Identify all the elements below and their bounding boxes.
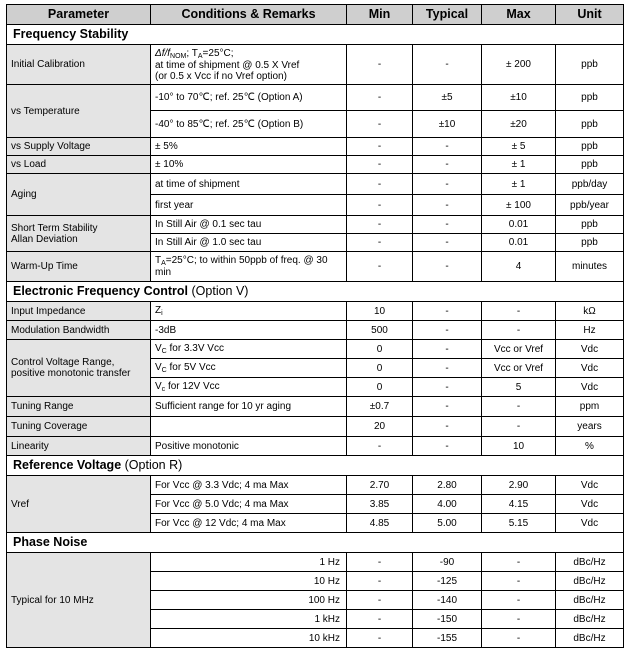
unit-value: Vdc — [556, 378, 624, 397]
param-input-impedance: Input Impedance — [7, 302, 151, 321]
typ-value: - — [413, 359, 482, 378]
param-control-voltage-range: Control Voltage Range, positive monotonic transfer — [7, 340, 151, 397]
min-value: - — [347, 138, 413, 156]
min-value: 0 — [347, 359, 413, 378]
param-linearity: Linearity — [7, 437, 151, 456]
offset-value: 100 Hz — [151, 591, 347, 610]
min-value: - — [347, 216, 413, 234]
unit-value: dBc/Hz — [556, 572, 624, 591]
cond-value: In Still Air @ 1.0 sec tau — [151, 234, 347, 252]
unit-value: Vdc — [556, 514, 624, 533]
cond-value: at time of shipment — [151, 174, 347, 195]
section-frequency-stability — [7, 25, 624, 45]
param-tuning-coverage: Tuning Coverage — [7, 417, 151, 437]
max-value: 2.90 — [482, 476, 556, 495]
cond-value: -10° to 70℃; ref. 25℃ (Option A) — [151, 85, 347, 111]
header-parameter: Parameter — [7, 5, 151, 25]
unit-value: ppb/day — [556, 174, 624, 195]
table-row — [7, 174, 624, 195]
typ-value: - — [413, 156, 482, 174]
typ-value: - — [413, 174, 482, 195]
offset-value: 1 kHz — [151, 610, 347, 629]
unit-value: Vdc — [556, 495, 624, 514]
typ-value: -125 — [413, 572, 482, 591]
unit-value: Vdc — [556, 476, 624, 495]
cond-value: $V_c$ for 12V Vcc — [151, 378, 347, 397]
typ-value: ±5 — [413, 85, 482, 111]
unit-value: ppb — [556, 111, 624, 138]
min-value: 0 — [347, 340, 413, 359]
cond-value: For Vcc @ 5.0 Vdc; 4 ma Max — [151, 495, 347, 514]
section-reference-voltage — [7, 456, 624, 476]
max-value: ±10 — [482, 85, 556, 111]
param-modulation-bandwidth: Modulation Bandwidth — [7, 321, 151, 340]
cond-value: For Vcc @ 3.3 Vdc; 4 ma Max — [151, 476, 347, 495]
typ-value: -150 — [413, 610, 482, 629]
max-value: 10 — [482, 437, 556, 456]
table-row — [7, 321, 624, 340]
typ-value: - — [413, 340, 482, 359]
section-title: Reference Voltage — [13, 458, 122, 472]
unit-value: years — [556, 417, 624, 437]
cond-value: first year — [151, 195, 347, 216]
min-value: - — [347, 195, 413, 216]
typ-value: 2.80 — [413, 476, 482, 495]
cond-initial-calibration: $\Delta f/f_{NOM}$; $T_A=25^\circ C$; at time of shipment @ 0.5 X Vref (or 0.5 x Vcc if no Vref option) — [151, 45, 347, 85]
typ-value: - — [413, 45, 482, 85]
section-title: Phase Noise — [13, 535, 88, 549]
header-max: Max — [482, 5, 556, 25]
header-conditions: Conditions & Remarks — [151, 5, 347, 25]
table-row — [7, 340, 624, 359]
param-vref: Vref — [7, 476, 151, 533]
max-value: 4 — [482, 252, 556, 282]
max-value: 5.15 — [482, 514, 556, 533]
cond-value — [151, 417, 347, 437]
max-value: - — [482, 397, 556, 417]
min-value: 2.70 — [347, 476, 413, 495]
unit-value: ppb — [556, 216, 624, 234]
max-value: 5 — [482, 378, 556, 397]
unit-value: dBc/Hz — [556, 591, 624, 610]
min-value: - — [347, 553, 413, 572]
min-value: - — [347, 252, 413, 282]
min-value: - — [347, 610, 413, 629]
param-short-term-stability: Short Term Stability Allan Deviation — [7, 216, 151, 252]
unit-value: ppb — [556, 234, 624, 252]
typ-value: - — [413, 417, 482, 437]
table-row — [7, 397, 624, 417]
max-value: - — [482, 417, 556, 437]
param-initial-calibration: Initial Calibration — [7, 45, 151, 85]
param-tuning-range: Tuning Range — [7, 397, 151, 417]
min-value: - — [347, 45, 413, 85]
header-typical: Typical — [413, 5, 482, 25]
section-subtitle: (Option V) — [188, 284, 249, 298]
unit-value: minutes — [556, 252, 624, 282]
typ-value: - — [413, 195, 482, 216]
cond-value: ± 10% — [151, 156, 347, 174]
unit-value: dBc/Hz — [556, 610, 624, 629]
param-vs-temperature: vs Temperature — [7, 85, 151, 138]
section-title: Electronic Frequency Control — [13, 284, 189, 298]
unit-value: % — [556, 437, 624, 456]
offset-value: 10 Hz — [151, 572, 347, 591]
table-row — [7, 302, 624, 321]
cond-input-impedance: $Z_i$ — [151, 302, 347, 321]
typ-value: - — [413, 302, 482, 321]
typ-value: -140 — [413, 591, 482, 610]
max-value: - — [482, 553, 556, 572]
typ-value: - — [413, 234, 482, 252]
typ-value: -90 — [413, 553, 482, 572]
cond-value: $V_C$ for 3.3V Vcc — [151, 340, 347, 359]
cond-value: -3dB — [151, 321, 347, 340]
typ-value: - — [413, 321, 482, 340]
min-value: 10 — [347, 302, 413, 321]
unit-value: dBc/Hz — [556, 553, 624, 572]
unit-value: Vdc — [556, 340, 624, 359]
cond-value: For Vcc @ 12 Vdc; 4 ma Max — [151, 514, 347, 533]
table-row — [7, 437, 624, 456]
unit-value: kΩ — [556, 302, 624, 321]
min-value: 0 — [347, 378, 413, 397]
unit-value: ppb — [556, 45, 624, 85]
unit-value: ppb — [556, 156, 624, 174]
min-value: - — [347, 572, 413, 591]
min-value: - — [347, 629, 413, 648]
typ-value: - — [413, 378, 482, 397]
unit-value: dBc/Hz — [556, 629, 624, 648]
table-row — [7, 85, 624, 111]
offset-value: 10 kHz — [151, 629, 347, 648]
typ-value: - — [413, 138, 482, 156]
table-row — [7, 417, 624, 437]
cond-value: Positive monotonic — [151, 437, 347, 456]
table-row — [7, 252, 624, 282]
cond-value: In Still Air @ 0.1 sec tau — [151, 216, 347, 234]
min-value: - — [347, 437, 413, 456]
min-value: ±0.7 — [347, 397, 413, 417]
unit-value: Hz — [556, 321, 624, 340]
typ-value: 4.00 — [413, 495, 482, 514]
min-value: - — [347, 156, 413, 174]
max-value: 0.01 — [482, 234, 556, 252]
table-row — [7, 156, 624, 174]
max-value: ±20 — [482, 111, 556, 138]
param-vs-supply-voltage: vs Supply Voltage — [7, 138, 151, 156]
param-vs-load: vs Load — [7, 156, 151, 174]
max-value: - — [482, 302, 556, 321]
param-aging: Aging — [7, 174, 151, 216]
table-header-row — [7, 5, 624, 25]
unit-value: ppb — [556, 138, 624, 156]
max-value: Vcc or Vref — [482, 340, 556, 359]
min-value: 500 — [347, 321, 413, 340]
min-value: 3.85 — [347, 495, 413, 514]
max-value: ± 200 — [482, 45, 556, 85]
max-value: ± 100 — [482, 195, 556, 216]
typ-value: - — [413, 397, 482, 417]
min-value: - — [347, 591, 413, 610]
section-electronic-frequency-control — [7, 282, 624, 302]
min-value: 4.85 — [347, 514, 413, 533]
unit-value: ppm — [556, 397, 624, 417]
min-value: - — [347, 234, 413, 252]
max-value: - — [482, 321, 556, 340]
min-value: - — [347, 85, 413, 111]
max-value: - — [482, 572, 556, 591]
max-value: ± 1 — [482, 174, 556, 195]
cond-value: Sufficient range for 10 yr aging — [151, 397, 347, 417]
typ-value: ±10 — [413, 111, 482, 138]
typ-value: -155 — [413, 629, 482, 648]
header-min: Min — [347, 5, 413, 25]
cond-value: ± 5% — [151, 138, 347, 156]
max-value: ± 1 — [482, 156, 556, 174]
table-row — [7, 553, 624, 572]
cond-warm-up: $T_A=25^\circ C$; to within 50ppb of freq. @ 30 min — [151, 252, 347, 282]
typ-value: - — [413, 216, 482, 234]
typ-value: - — [413, 437, 482, 456]
unit-value: ppb/year — [556, 195, 624, 216]
min-value: - — [347, 111, 413, 138]
max-value: 0.01 — [482, 216, 556, 234]
table-row — [7, 476, 624, 495]
param-typical-10mhz: Typical for 10 MHz — [7, 553, 151, 648]
typ-value: - — [413, 252, 482, 282]
param-warm-up-time: Warm-Up Time — [7, 252, 151, 282]
cond-value: -40° to 85℃; ref. 25℃ (Option B) — [151, 111, 347, 138]
typ-value: 5.00 — [413, 514, 482, 533]
spec-table — [6, 4, 624, 648]
max-value: Vcc or Vref — [482, 359, 556, 378]
max-value: ± 5 — [482, 138, 556, 156]
section-subtitle: (Option R) — [121, 458, 183, 472]
header-unit: Unit — [556, 5, 624, 25]
max-value: 4.15 — [482, 495, 556, 514]
min-value: - — [347, 174, 413, 195]
unit-value: Vdc — [556, 359, 624, 378]
table-row — [7, 138, 624, 156]
cond-value: $V_C$ for 5V Vcc — [151, 359, 347, 378]
unit-value: ppb — [556, 85, 624, 111]
table-row — [7, 45, 624, 85]
max-value: - — [482, 591, 556, 610]
min-value: 20 — [347, 417, 413, 437]
section-title: Frequency Stability — [13, 27, 129, 41]
max-value: - — [482, 610, 556, 629]
table-row — [7, 216, 624, 234]
max-value: - — [482, 629, 556, 648]
offset-value: 1 Hz — [151, 553, 347, 572]
section-phase-noise — [7, 533, 624, 553]
